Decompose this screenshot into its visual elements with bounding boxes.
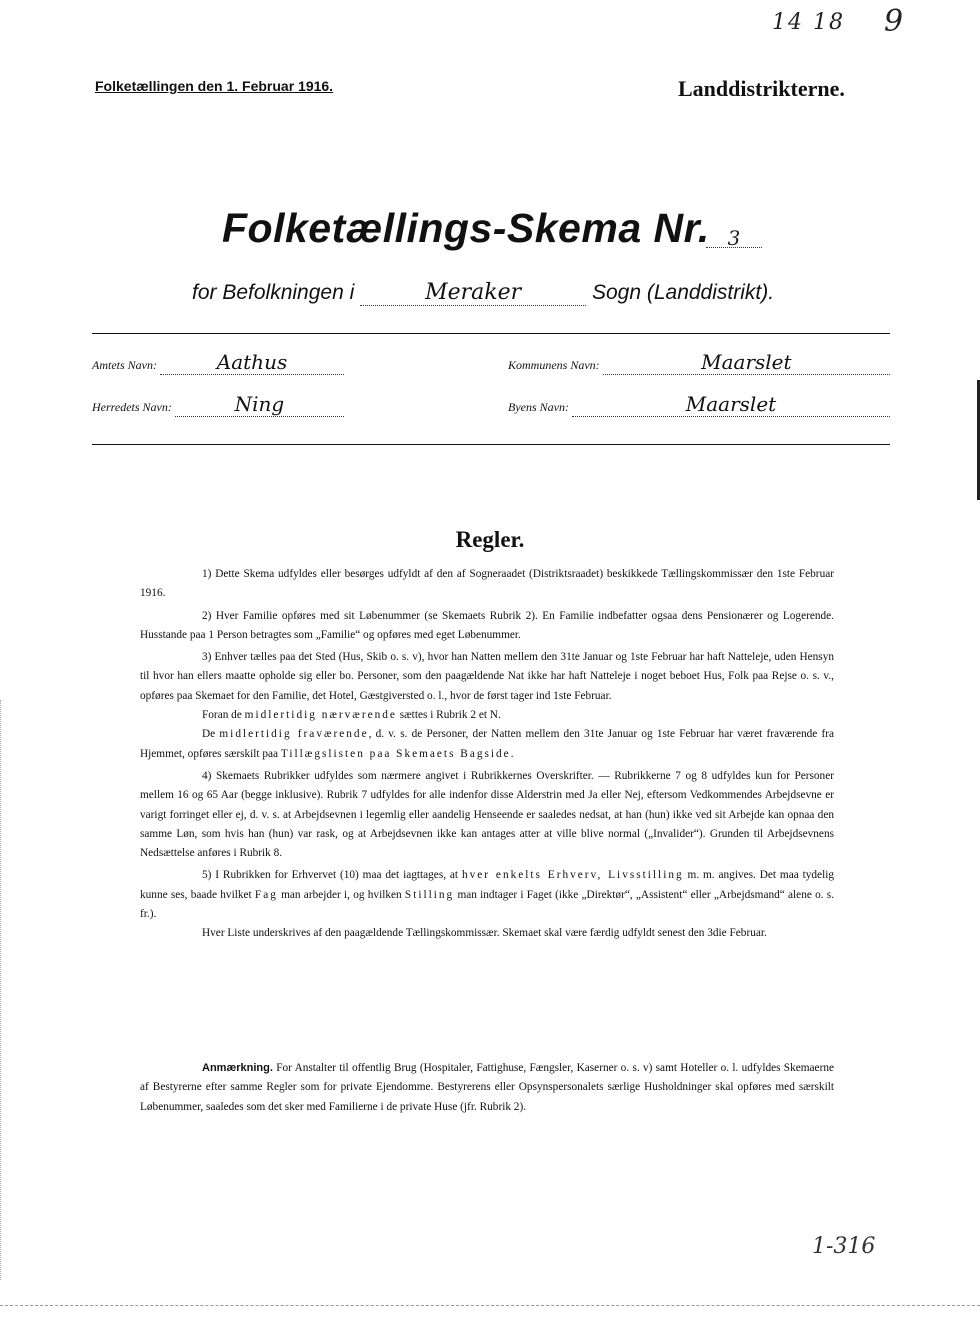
rule-5 [140,866,834,924]
herred-field [92,392,344,417]
rule-3-absent-pre: De [202,728,216,741]
rule-3-present-post: sættes i Rubrik 2 et N. [399,709,501,722]
form-number: 3 [706,226,762,248]
subtitle-suffix: Sogn (Landdistrikt). [591,281,775,304]
herred-label: Herredets Navn: [92,400,172,414]
amt-label: Amtets Navn: [92,358,157,372]
rule-3: 3) Enhver tælles paa det Sted (Hus, Skib o. s. v), hvor han Natten mellem den 31te Januar og 1ste Februar har haft Natteleje, uden Hensyn til hvor han ellers maatte opholde sig eller bo. Personer, som den paagældende Nat ikke har haft Natteleje i noget beboet Hus, Folk paa Rejse o. s. v., opføres paa Skemaet for den Familie, det Hotel, Gæstgiversted o. l., hvor de først tager ind 1ste Februar. [140,651,834,702]
divider-top [92,333,890,334]
kommune-label: Kommunens Navn: [508,358,600,372]
archive-mark: 9 [884,4,904,39]
rule-5-stilling: Stilling [404,888,455,901]
note-paragraph [140,1059,834,1117]
rule-5-mid: m. m. angives. Det maa tydelig kunne ses, baade hvilket [140,869,834,901]
census-date-header: Folketællingen den 1. Februar 1916. [95,78,334,94]
kommune-value: Maarslet [603,350,890,375]
rule-1: 1) Dette Skema udfyldes eller besørges udfyldt af den af Sogneraadet (Distriktsraadet) beskikkede Tællingskommissær den 1ste Februar 1916. [140,568,834,600]
page-edge-left [0,700,5,1280]
kommune-field [508,350,890,375]
divider-bottom [92,444,890,445]
rule-3-present [140,706,834,725]
by-value: Maarslet [572,392,890,417]
archive-number: 14 18 [772,10,845,35]
rule-5-mid2: man arbejder i, og hvilken [281,888,402,901]
rule-5-fag: Fag [254,888,278,901]
district-header: Landdistrikterne. [678,76,845,101]
note-label: Anmærkning. [202,1062,273,1074]
rule-3-present-pre: Foran de [202,709,242,722]
herred-value: Ning [175,392,344,417]
amt-value: Aathus [160,350,344,375]
by-label: Byens Navn: [508,400,569,414]
page-edge-right [969,380,980,500]
rule-3-absent [140,725,834,764]
rule-3-absent-mid: , d. v. s. de Personer, der Natten mellem den 31te Januar og 1ste Februar har været fraværende fra Hjemmet, opføres særskilt paa [140,728,834,760]
rule-3-absent-emph: midlertidig fraværende [219,728,369,741]
parish-name: Meraker [360,280,586,306]
rule-4: 4) Skemaets Rubrikker udfyldes som nærmere angivet i Rubrikkernes Overskrifter. — Rubrikkerne 7 og 8 udfyldes kun for Personer mellem 16 og 65 Aar (begge inklusive). Rubrik 7 udfyldes for alle indenfor disse Alderstrin med Ja eller Nej, eftersom Vedkommendes Arbejdsevne er varigt forringet eller ej, d. v. s. at Arbejdsevnen i legemlig eller aandelig Henseende er saaledes nedsat, at han (hun) ikke ved sit Arbejde kan opnaa den samme Løn, som hvis han (hun) var rask, og at Arbejdsevnen ikke kan antages atter at ville blive normal („Invalider“). Grunden til Arbejdsevnens Nedsættelse anføres i Rubrik 8. [140,769,834,860]
by-field [508,392,890,417]
subtitle-prefix: for Befolkningen i [192,281,355,304]
note-text: For Anstalter til offentlig Brug (Hospitaler, Fattighuse, Fængsler, Kaserner o. s. v) samt Hoteller o. l. udfyldes Skemaerne af Bestyrerne efter samme Regler som for private Ejendomme. Bestyrerens eller Opsynspersonalets særlige Husholdninger skal opføres med særskilt Løbenummer, saaledes som det sker med Familierne i de private Huse (jfr. Rubrik 2). [140,1062,834,1113]
page-edge-bottom [0,1305,980,1306]
rule-3-present-emph: midlertidig nærværende [244,709,397,722]
rule-5-post: man indtager i Faget (ikke „Direktør“, „Assistent“ eller „Arbejdsmand“ alene o. s. fr.). [140,888,835,921]
rules-heading: Regler. [455,527,525,552]
note-section [140,1059,834,1117]
footer-reference: 1-316 [812,1234,876,1259]
rule-5-emph: hver enkelts Erhverv, Livsstilling [461,869,684,882]
rule-2: 2) Hver Familie opføres med sit Løbenummer (se Skemaets Rubrik 2). En Familie indbefatter ogsaa dens Pensionærer og Logerende. Husstande paa 1 Person betragtes som „Familie“ og opføres med eget Løbenummer. [140,609,834,641]
amt-field [92,350,344,375]
subtitle [192,280,802,306]
rule-5-pre: 5) I Rubrikken for Erhvervet (10) maa det iagttages, at [202,869,459,882]
rule-6: Hver Liste underskrives af den paagældende Tællingskommissær. Skemaet skal være færdig udfyldt senest den 3die Februar. [202,927,767,940]
form-title: Folketællings-Skema Nr. [222,205,710,251]
rule-3-absent-emph2: Tillægslisten paa Skemaets Bagside. [280,747,516,760]
rules-body [140,565,834,947]
